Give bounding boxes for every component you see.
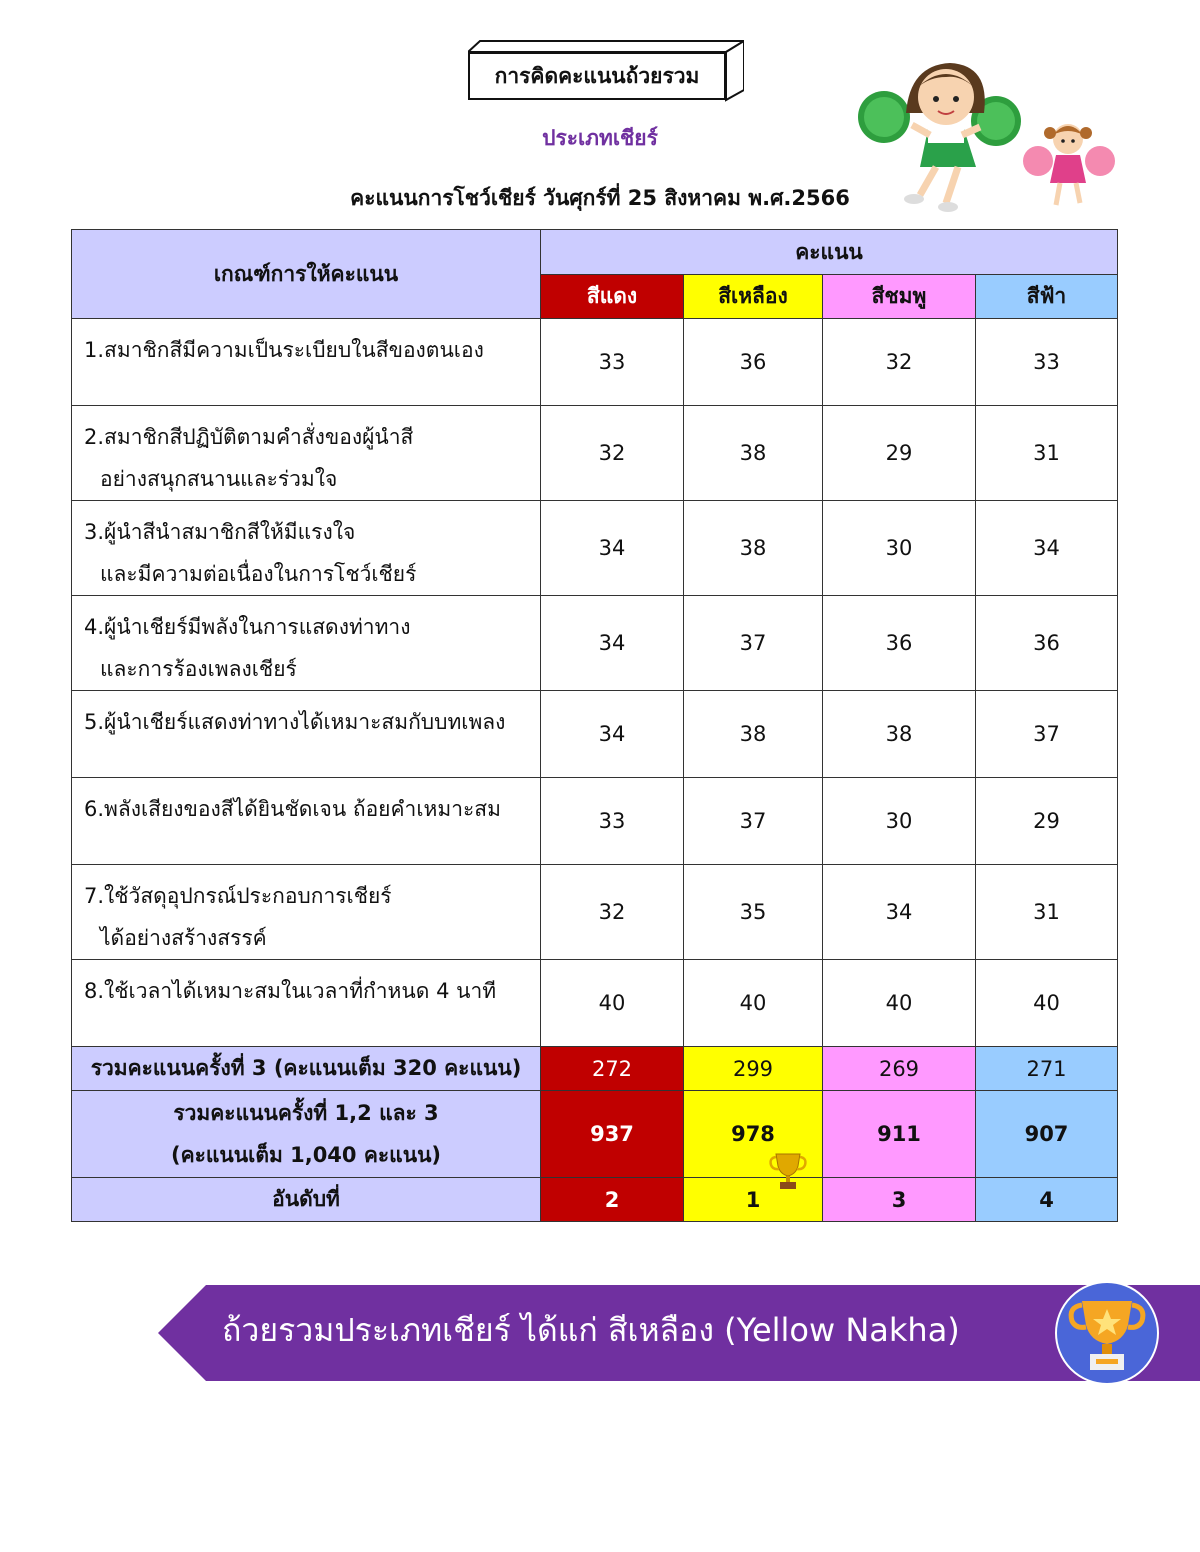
score-cell: 32 (541, 865, 684, 960)
table-row (72, 960, 1118, 1047)
grand-total-yellow: 978 (684, 1091, 823, 1178)
score-cell: 31 (976, 406, 1118, 501)
score-cell: 31 (976, 865, 1118, 960)
grand-total-label: รวมคะแนนครั้งที่ 1,2 และ 3 (คะแนนเต็ม 1,040 คะแนน) (72, 1091, 541, 1178)
grand-total-blue: 907 (976, 1091, 1118, 1178)
score-cell: 33 (541, 319, 684, 406)
score-cell: 29 (976, 778, 1118, 865)
score-cell: 37 (976, 691, 1118, 778)
rank-blue: 4 (976, 1178, 1118, 1222)
score-cell: 34 (541, 691, 684, 778)
score-cell: 34 (541, 596, 684, 691)
score-cell: 37 (684, 778, 823, 865)
score-cell: 36 (684, 319, 823, 406)
rank-row (72, 1178, 1118, 1222)
score-cell: 33 (976, 319, 1118, 406)
round3-total-label: รวมคะแนนครั้งที่ 3 (คะแนนเต็ม 320 คะแนน) (72, 1047, 541, 1091)
score-cell: 32 (541, 406, 684, 501)
criterion-label: 4.ผู้นำเชียร์มีพลังในการแสดงท่าทาง และการร้องเพลงเชียร์ (72, 596, 541, 691)
table-row (72, 778, 1118, 865)
table-row (72, 406, 1118, 501)
title-box (468, 40, 744, 102)
date-line: คะแนนการโชว์เชียร์ วันศุกร์ที่ 25 สิงหาคม พ.ศ.2566 (350, 186, 850, 210)
score-cell: 35 (684, 865, 823, 960)
score-cell: 38 (823, 691, 976, 778)
criterion-label: 5.ผู้นำเชียร์แสดงท่าทางได้เหมาะสมกับบทเพลง (72, 691, 541, 778)
score-cell: 29 (823, 406, 976, 501)
score-cell: 40 (976, 960, 1118, 1047)
team-header-pink: สีชมพู (823, 275, 976, 319)
score-cell: 34 (976, 501, 1118, 596)
team-header-blue: สีฟ้า (976, 275, 1118, 319)
grand-total-row (72, 1091, 1118, 1178)
page-title: การคิดคะแนนถ้วยรวม (468, 52, 726, 100)
team-header-yellow: สีเหลือง (684, 275, 823, 319)
table-row (72, 501, 1118, 596)
round3-total-blue: 271 (976, 1047, 1118, 1091)
page-subtitle: ประเภทเชียร์ (542, 126, 658, 150)
rank-yellow: 1 (684, 1178, 823, 1222)
score-cell: 33 (541, 778, 684, 865)
score-cell: 30 (823, 501, 976, 596)
score-table (71, 229, 1118, 1222)
score-cell: 40 (823, 960, 976, 1047)
table-row (72, 319, 1118, 406)
score-cell: 34 (823, 865, 976, 960)
rank-red: 2 (541, 1178, 684, 1222)
score-cell: 34 (541, 501, 684, 596)
round3-total-pink: 269 (823, 1047, 976, 1091)
cheerleader-illustration (850, 55, 1120, 220)
criterion-label: 3.ผู้นำสีนำสมาชิกสีให้มีแรงใจ และมีความต่อเนื่องในการโชว์เชียร์ (72, 501, 541, 596)
team-header-red: สีแดง (541, 275, 684, 319)
round3-total-row (72, 1047, 1118, 1091)
table-row (72, 865, 1118, 960)
score-header: คะแนน (541, 230, 1118, 275)
table-row (72, 596, 1118, 691)
score-cell: 38 (684, 406, 823, 501)
rank-label: อันดับที่ (72, 1178, 541, 1222)
criterion-label: 7.ใช้วัสดุอุปกรณ์ประกอบการเชียร์ ได้อย่างสร้างสรรค์ (72, 865, 541, 960)
criterion-label: 2.สมาชิกสีปฏิบัติตามคำสั่งของผู้นำสี อย่างสนุกสนานและร่วมใจ (72, 406, 541, 501)
criterion-label: 8.ใช้เวลาได้เหมาะสมในเวลาที่กำหนด 4 นาที (72, 960, 541, 1047)
score-cell: 32 (823, 319, 976, 406)
rank-pink: 3 (823, 1178, 976, 1222)
score-cell: 37 (684, 596, 823, 691)
score-cell: 40 (684, 960, 823, 1047)
grand-total-red: 937 (541, 1091, 684, 1178)
criterion-label: 6.พลังเสียงของสีได้ยินชัดเจน ถ้อยคำเหมาะสม (72, 778, 541, 865)
score-cell: 36 (823, 596, 976, 691)
score-cell: 38 (684, 691, 823, 778)
criteria-header: เกณฑ์การให้คะแนน (72, 230, 541, 319)
trophy-icon (767, 1150, 809, 1192)
score-cell: 30 (823, 778, 976, 865)
criterion-label: 1.สมาชิกสีมีความเป็นระเบียบในสีของตนเอง (72, 319, 541, 406)
trophy-badge-icon (1054, 1281, 1160, 1385)
round3-total-yellow: 299 (684, 1047, 823, 1091)
table-row (72, 691, 1118, 778)
grand-total-pink: 911 (823, 1091, 976, 1178)
round3-total-red: 272 (541, 1047, 684, 1091)
score-cell: 36 (976, 596, 1118, 691)
score-cell: 38 (684, 501, 823, 596)
winner-banner-text: ถ้วยรวมประเภทเชียร์ ได้แก่ สีเหลือง (Yellow Nakha) (222, 1311, 960, 1349)
score-cell: 40 (541, 960, 684, 1047)
